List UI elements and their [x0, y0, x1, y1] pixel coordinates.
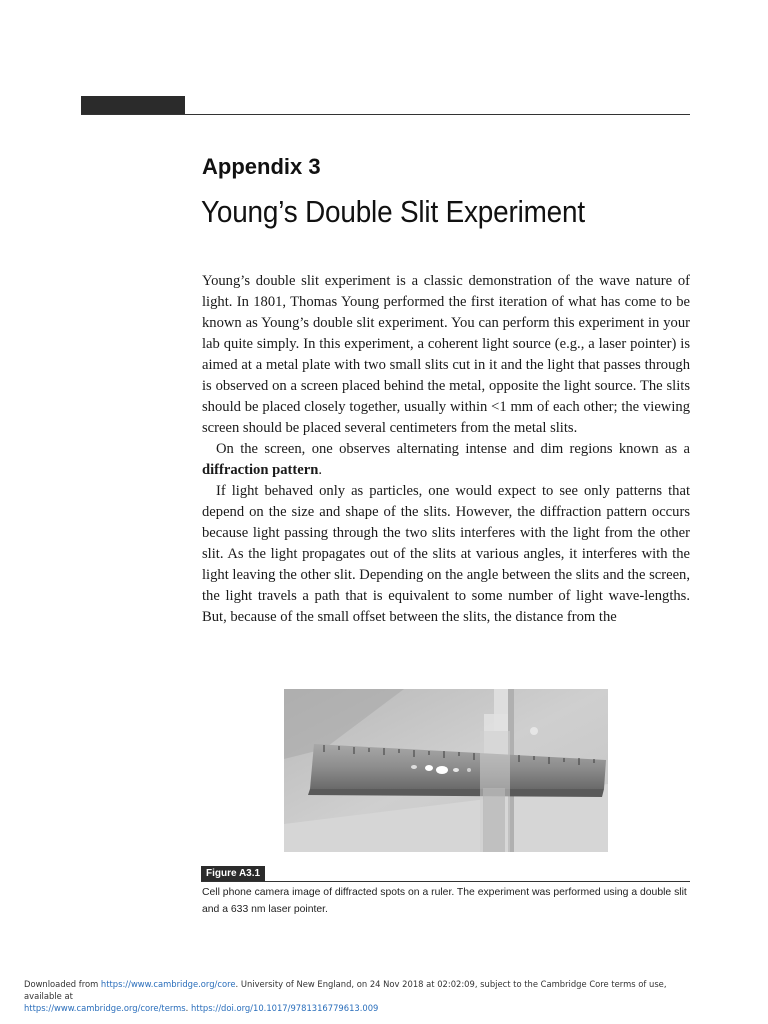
doi-link[interactable]: https://doi.org/10.1017/9781316779613.009: [191, 1003, 379, 1013]
footer-prefix: Downloaded from: [24, 979, 101, 989]
figure-photo: [284, 689, 608, 852]
download-footer: [24, 978, 704, 1014]
paragraph-2: [202, 439, 690, 481]
figure-rule: [201, 881, 690, 882]
header-block: [81, 96, 185, 115]
footer-middle: . University of New England, on 24 Nov 2018 at 02:02:09, subject to the Cambridge Core terms of use, available at: [24, 979, 667, 1001]
appendix-label: Appendix 3: [202, 154, 321, 179]
paragraph-2-end: .: [318, 462, 322, 478]
figure-label: Figure A3.1: [201, 866, 265, 882]
diffraction-pattern-term: diffraction pattern: [202, 462, 319, 478]
figure-caption: Cell phone camera image of diffracted spots on a ruler. The experiment was performed using a double slit and a 633 nm laser pointer.: [202, 887, 687, 915]
cambridge-core-link[interactable]: https://www.cambridge.org/core: [100, 979, 236, 989]
paragraph-2-text: On the screen, one observes alternating intense and dim regions known as a: [216, 441, 690, 457]
body-text: [202, 271, 690, 628]
footer-separator: .: [185, 1003, 191, 1013]
ruler-photo-illustration: [284, 689, 608, 852]
header-rule: [81, 114, 690, 115]
paragraph-3: If light behaved only as particles, one would expect to see only patterns that depend on the size and shape of the slits. However, the diffraction pattern occurs because light passing through the two slits interferes with the light from the other slit. As the light propagates out of the slits at various angles, it interferes with the light leaving the other slit. Depending on the angle between the slits and the screen, the light travels a path that is equivalent to some number of light wave-lengths. But, because of the small offset between the slits, the distance from the: [202, 483, 690, 625]
terms-link[interactable]: https://www.cambridge.org/core/terms: [24, 1003, 186, 1013]
chapter-title: Young’s Double Slit Experiment: [201, 194, 585, 229]
paragraph-1: Young’s double slit experiment is a classic demonstration of the wave nature of light. In 1801, Thomas Young performed the first iteration of what has come to be known as Young’s double slit experiment. You can perform this experiment in your lab quite simply. In this experiment, a coherent light source (e.g., a laser pointer) is aimed at a metal plate with two small slits cut in it and the light that passes through is observed on a screen placed behind the metal, opposite the light source. The slits should be placed closely together, usually within <1 mm of each other; the viewing screen should be placed several centimeters from the metal slits.: [202, 273, 690, 436]
